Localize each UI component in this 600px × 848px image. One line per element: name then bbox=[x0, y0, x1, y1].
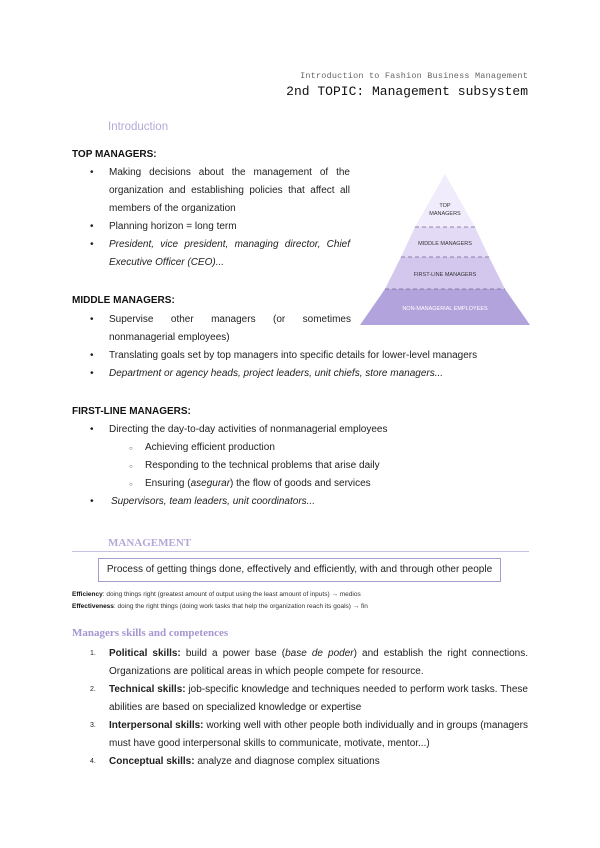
effectiveness-label: Effectiveness bbox=[72, 603, 114, 610]
skills-list bbox=[90, 645, 528, 771]
skill-text: ) and establish the right connections. Organizations are political areas in which people compete for resource. bbox=[109, 648, 528, 677]
pyramid-label-base: NON-MANAGERIAL EMPLOYEES bbox=[402, 306, 488, 312]
header-subtitle: Introduction to Fashion Business Management bbox=[300, 71, 528, 81]
pyramid-label-top: MANAGERS bbox=[429, 211, 461, 217]
list-text: ) the flow of goods and services bbox=[230, 478, 371, 489]
list-item bbox=[90, 753, 528, 771]
top-managers-list bbox=[90, 164, 350, 272]
spanish-term: base de poder bbox=[285, 648, 354, 659]
skill-label: Interpersonal skills: bbox=[109, 720, 204, 731]
first-line-managers-heading: FIRST-LINE MANAGERS: bbox=[72, 406, 191, 417]
management-definition-box: Process of getting things done, effectively and efficiently, with and through other people bbox=[98, 558, 501, 582]
pyramid-level-top bbox=[415, 174, 475, 227]
middle-managers-list bbox=[90, 311, 510, 383]
list-item: • Department or agency heads, project leaders, unit chiefs, store managers... bbox=[90, 365, 510, 383]
skill-label: Political skills: bbox=[109, 648, 181, 659]
management-levels-pyramid bbox=[358, 172, 532, 328]
efficiency-text: : doing things right (greatest amount of output using the least amount of inputs) → medios bbox=[102, 591, 361, 598]
list-text: Ensuring ( bbox=[145, 478, 191, 489]
effectiveness-note bbox=[72, 603, 368, 610]
list-item: • Translating goals set by top managers into specific details for lower-level managers bbox=[90, 347, 510, 365]
list-item: • Supervise other managers (or sometimes nonmanagerial employees) bbox=[90, 311, 351, 347]
top-managers-heading: TOP MANAGERS: bbox=[72, 149, 157, 160]
page-title: 2nd TOPIC: Management subsystem bbox=[286, 84, 528, 99]
intro-heading: Introduction bbox=[108, 121, 169, 133]
pyramid-label-first-line: FIRST-LINE MANAGERS bbox=[413, 272, 477, 278]
management-heading: MANAGEMENT bbox=[108, 537, 192, 549]
spanish-term: asegurar bbox=[190, 478, 231, 489]
section-divider bbox=[72, 551, 529, 552]
skill-text: working well with other people both individually and in groups (managers must have good interpersonal skills to communicate, motivate, mentor...) bbox=[109, 720, 528, 749]
efficiency-note bbox=[72, 591, 361, 598]
skills-heading: Managers skills and competences bbox=[72, 627, 229, 639]
list-item: ○ Achieving efficient production bbox=[90, 439, 510, 457]
skill-text: job-specific knowledge and techniques needed to perform work tasks. These abilities are based on specialized knowledge or expertise bbox=[109, 684, 528, 713]
pyramid-label-middle: MIDDLE MANAGERS bbox=[418, 241, 472, 247]
list-item: • Making decisions about the management of the organization and establishing policies that affect all members of the organization bbox=[90, 164, 350, 218]
list-item: • Supervisors, team leaders, unit coordinators... bbox=[90, 493, 510, 511]
list-item: • Planning horizon = long term bbox=[90, 218, 350, 236]
list-item: ○ Responding to the technical problems that arise daily bbox=[90, 457, 510, 475]
middle-managers-heading: MIDDLE MANAGERS: bbox=[72, 295, 175, 306]
pyramid-label-top: TOP bbox=[439, 203, 451, 209]
list-item bbox=[90, 475, 510, 493]
skill-text: analyze and diagnose complex situations bbox=[194, 756, 380, 767]
skill-label: Technical skills: bbox=[109, 684, 186, 695]
list-number: 3. bbox=[90, 722, 96, 729]
list-item: • Directing the day-to-day activities of nonmanagerial employees bbox=[90, 421, 510, 439]
first-line-managers-list bbox=[90, 421, 510, 511]
list-number: 2. bbox=[90, 686, 96, 693]
list-number: 1. bbox=[90, 650, 96, 657]
efficiency-label: Efficiency bbox=[72, 591, 103, 598]
effectiveness-text: : doing the right things (doing work tasks that help the organization reach its goals) → fin bbox=[113, 603, 368, 610]
list-item bbox=[90, 681, 528, 717]
list-item bbox=[90, 645, 528, 681]
list-item: • President, vice president, managing director, Chief Executive Officer (CEO)... bbox=[90, 236, 350, 272]
list-item bbox=[90, 717, 528, 753]
skill-label: Conceptual skills: bbox=[109, 756, 195, 767]
skill-text: build a power base ( bbox=[180, 648, 286, 659]
list-number: 4. bbox=[90, 758, 96, 765]
